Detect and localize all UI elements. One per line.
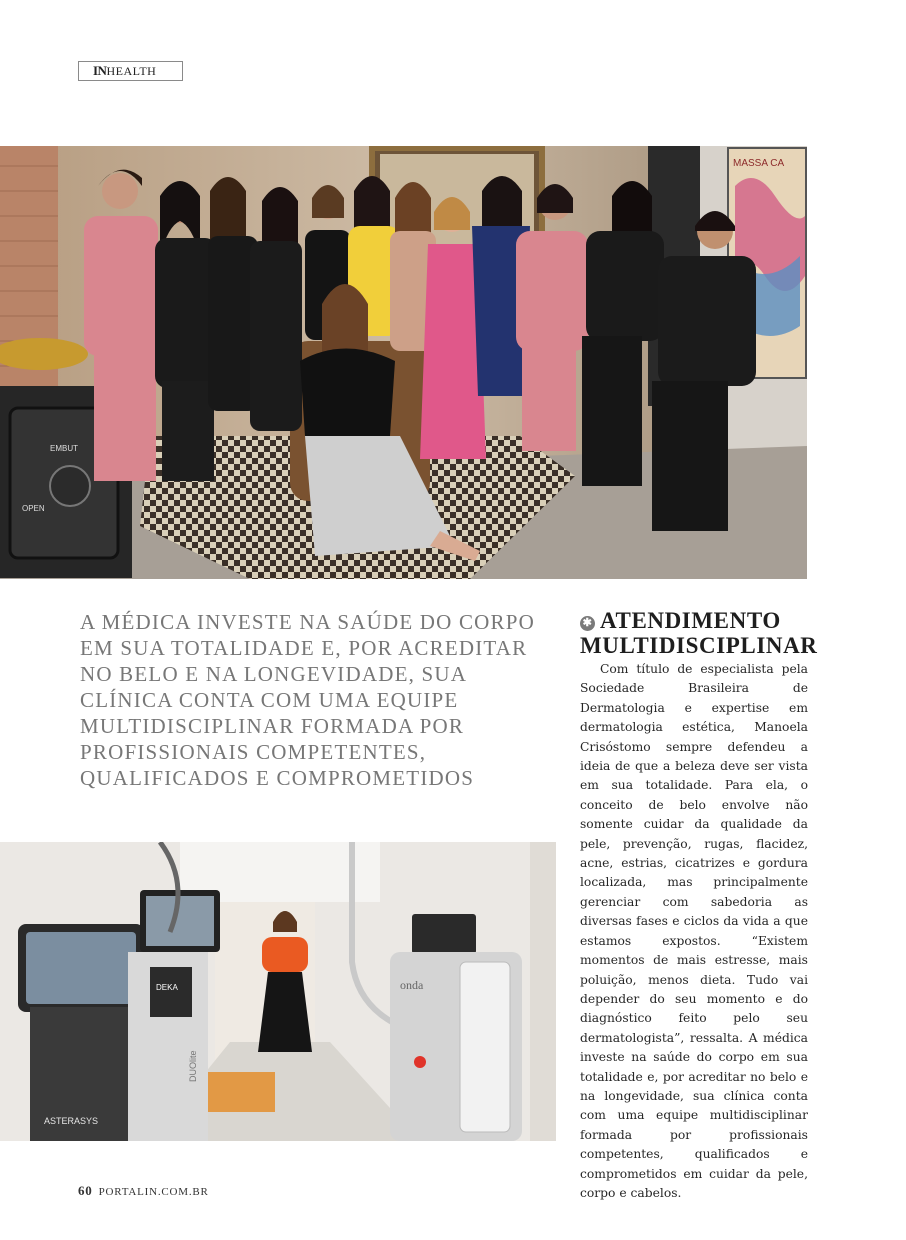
machine-mid-brand: DEKA bbox=[156, 983, 178, 992]
article-title bbox=[580, 608, 820, 658]
site-url: PORTALIN.COM.BR bbox=[98, 1186, 209, 1198]
section-tag-suffix: HEALTH bbox=[106, 64, 157, 78]
machine-left-brand: ASTERASYS bbox=[44, 1116, 99, 1126]
pull-quote: A MÉDICA INVESTE NA SAÚDE DO CORPO EM SUA TOTALIDADE E, POR ACREDITAR NO BELO E NA LONGEVIDADE, SUA CLÍNICA CONTA COM UMA EQUIPE MULTIDISCIPLINAR FORMADA POR PROFISSIONAIS COMPETENTES, QUALIFICADOS E COMPROMETIDOS bbox=[80, 610, 535, 790]
team-photo bbox=[0, 146, 807, 579]
safe-label-side: OPEN bbox=[22, 504, 45, 513]
machine-mid-side: DUOlite bbox=[188, 1050, 198, 1082]
star-bullet-icon: ✱ bbox=[580, 616, 595, 631]
article-body: Com título de especialista pela Sociedade Brasileira de Dermatologia e expertise em dermatologia estética, Manoela Crisóstomo sempre defendeu a ideia de que a beleza deve ser vista em sua totalidade. Para ela, o conceito de belo envolve não somente cuidar da qualidade da pele, prevenção, rugas, flacidez, acne, estrias, cicatrizes e gordura localizada, mas principalmente gerenciar com sabedoria as diversas fases e ciclos da vida a que estamos expostos. “Existem momentos de mais estresse, mais poluição, menos dieta. Tudo vai depender do seu momento e do diagnóstico feito pelo seu dermatologista”, ressalta. A médica investe na saúde do corpo em sua totalidade e, por acreditar no belo e na longevidade, sua clínica conta com uma equipe multidisciplinar formada por profissionais competentes, qualificados e comprometidos em cuidar da pele, corpo e cabelos. bbox=[580, 662, 808, 1200]
page-footer bbox=[78, 1183, 209, 1199]
page-number: 60 bbox=[78, 1183, 93, 1198]
equipment-photo bbox=[0, 842, 556, 1141]
poster-text: MASSA CA bbox=[733, 158, 785, 169]
article-title-line2: MULTIDISCIPLINAR bbox=[580, 633, 818, 658]
article-title-line1: ATENDIMENTO bbox=[600, 608, 781, 633]
machine-right-brand: onda bbox=[400, 978, 424, 992]
safe-label-top: EMBUT bbox=[50, 444, 78, 453]
section-tag-prefix: IN bbox=[93, 63, 107, 78]
section-tag bbox=[78, 61, 183, 81]
